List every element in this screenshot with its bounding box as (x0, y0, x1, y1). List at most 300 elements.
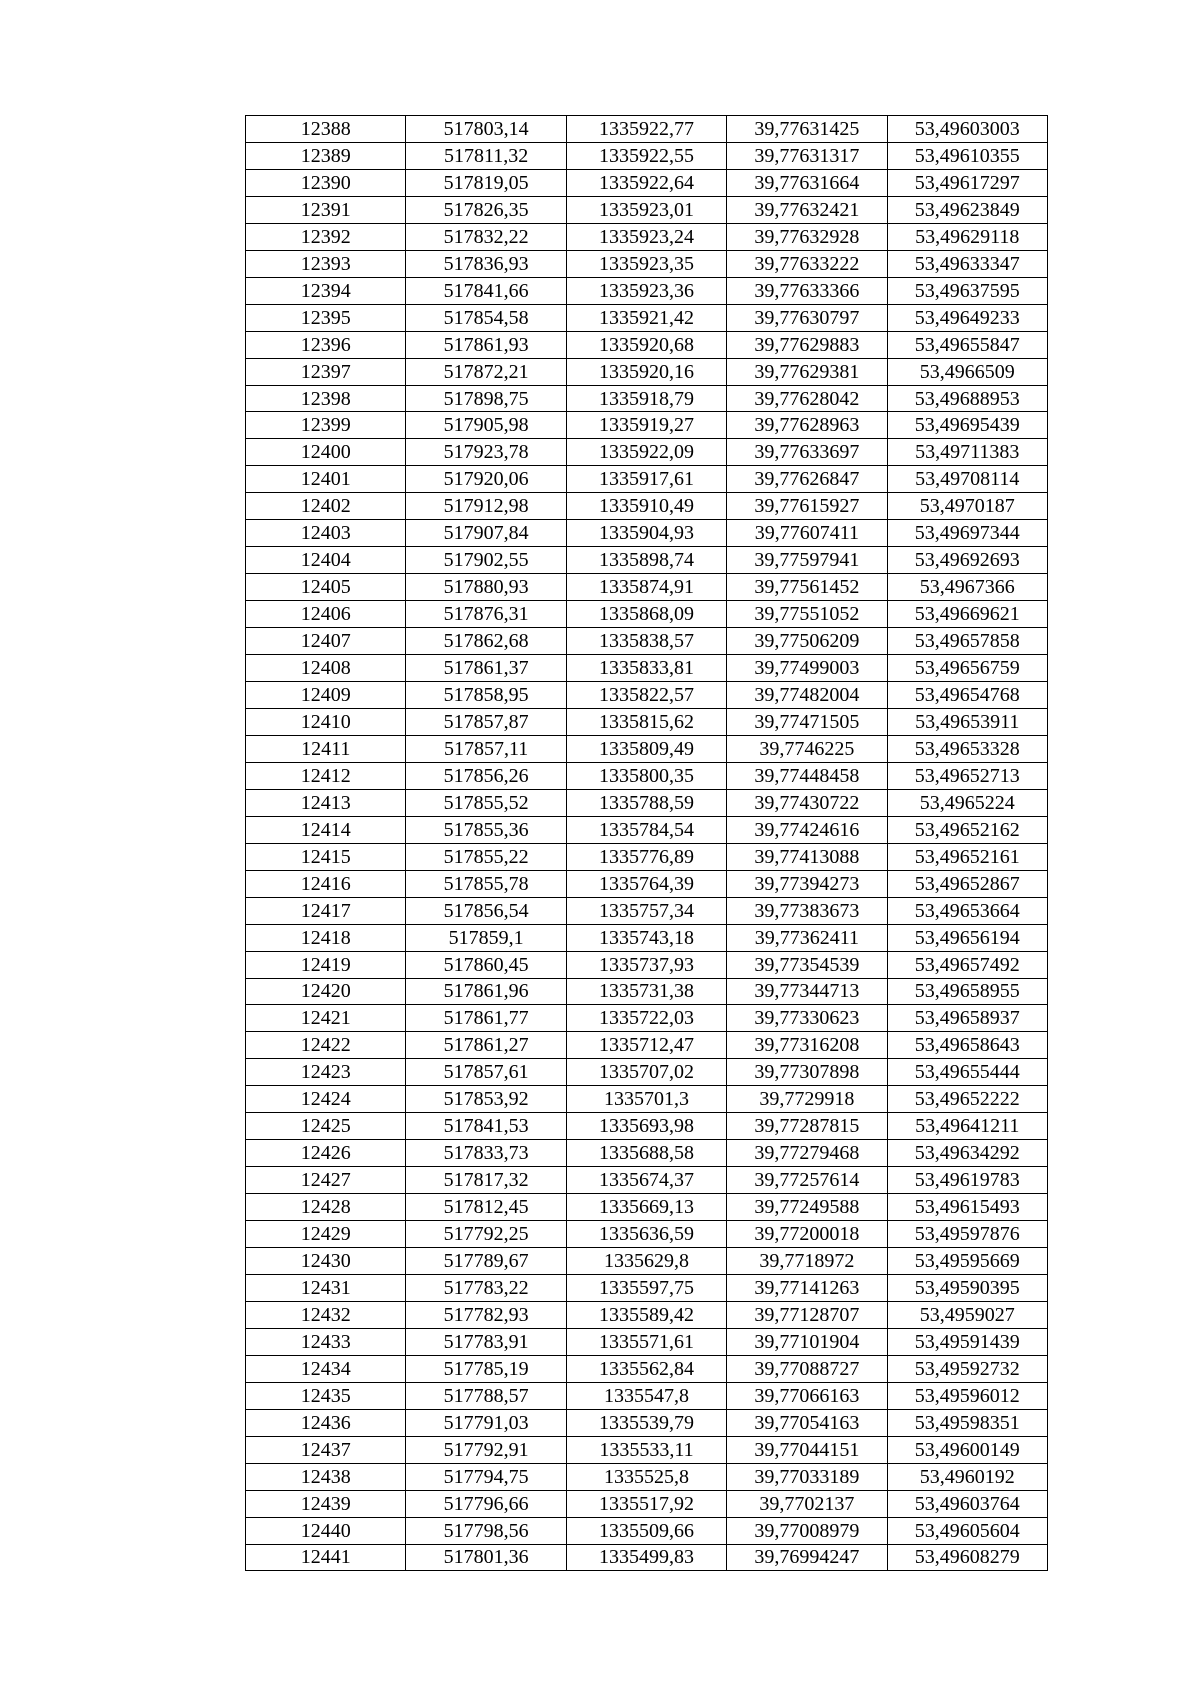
y-coordinate-cell: 1335693,98 (566, 1113, 726, 1140)
latitude-cell: 53,49637595 (887, 277, 1047, 304)
y-coordinate-cell: 1335922,64 (566, 169, 726, 196)
y-coordinate-cell: 1335898,74 (566, 547, 726, 574)
x-coordinate-cell: 517855,22 (406, 843, 566, 870)
y-coordinate-cell: 1335923,24 (566, 223, 726, 250)
point-number-cell: 12395 (246, 304, 406, 331)
point-number-cell: 12405 (246, 574, 406, 601)
x-coordinate-cell: 517801,36 (406, 1544, 566, 1571)
y-coordinate-cell: 1335636,59 (566, 1221, 726, 1248)
latitude-cell: 53,49657492 (887, 951, 1047, 978)
x-coordinate-cell: 517803,14 (406, 116, 566, 143)
latitude-cell: 53,49655847 (887, 331, 1047, 358)
x-coordinate-cell: 517788,57 (406, 1382, 566, 1409)
table-row (246, 762, 1048, 789)
x-coordinate-cell: 517876,31 (406, 601, 566, 628)
coordinates-table-body (246, 116, 1048, 1571)
point-number-cell: 12425 (246, 1113, 406, 1140)
table-row (246, 951, 1048, 978)
point-number-cell: 12406 (246, 601, 406, 628)
table-row (246, 1409, 1048, 1436)
table-row (246, 1140, 1048, 1167)
latitude-cell: 53,4965224 (887, 789, 1047, 816)
y-coordinate-cell: 1335800,35 (566, 762, 726, 789)
x-coordinate-cell: 517857,87 (406, 708, 566, 735)
longitude-cell: 39,77088727 (727, 1355, 887, 1382)
x-coordinate-cell: 517861,93 (406, 331, 566, 358)
longitude-cell: 39,77383673 (727, 897, 887, 924)
longitude-cell: 39,77629381 (727, 358, 887, 385)
table-row (246, 789, 1048, 816)
y-coordinate-cell: 1335822,57 (566, 682, 726, 709)
latitude-cell: 53,49688953 (887, 385, 1047, 412)
point-number-cell: 12429 (246, 1221, 406, 1248)
x-coordinate-cell: 517856,54 (406, 897, 566, 924)
y-coordinate-cell: 1335868,09 (566, 601, 726, 628)
point-number-cell: 12400 (246, 439, 406, 466)
latitude-cell: 53,49603764 (887, 1490, 1047, 1517)
point-number-cell: 12389 (246, 142, 406, 169)
latitude-cell: 53,49633347 (887, 250, 1047, 277)
point-number-cell: 12407 (246, 628, 406, 655)
longitude-cell: 39,77394273 (727, 870, 887, 897)
longitude-cell: 39,77354539 (727, 951, 887, 978)
point-number-cell: 12413 (246, 789, 406, 816)
longitude-cell: 39,77316208 (727, 1032, 887, 1059)
x-coordinate-cell: 517792,25 (406, 1221, 566, 1248)
point-number-cell: 12388 (246, 116, 406, 143)
longitude-cell: 39,77044151 (727, 1436, 887, 1463)
table-row (246, 708, 1048, 735)
x-coordinate-cell: 517912,98 (406, 493, 566, 520)
x-coordinate-cell: 517832,22 (406, 223, 566, 250)
y-coordinate-cell: 1335757,34 (566, 897, 726, 924)
latitude-cell: 53,49591439 (887, 1328, 1047, 1355)
table-row (246, 1274, 1048, 1301)
latitude-cell: 53,49615493 (887, 1194, 1047, 1221)
latitude-cell: 53,49596012 (887, 1382, 1047, 1409)
table-row (246, 358, 1048, 385)
x-coordinate-cell: 517858,95 (406, 682, 566, 709)
x-coordinate-cell: 517841,66 (406, 277, 566, 304)
longitude-cell: 39,77128707 (727, 1301, 887, 1328)
latitude-cell: 53,49658937 (887, 1005, 1047, 1032)
x-coordinate-cell: 517859,1 (406, 924, 566, 951)
latitude-cell: 53,49600149 (887, 1436, 1047, 1463)
table-row (246, 1086, 1048, 1113)
table-row (246, 735, 1048, 762)
latitude-cell: 53,49653328 (887, 735, 1047, 762)
longitude-cell: 39,77413088 (727, 843, 887, 870)
point-number-cell: 12416 (246, 870, 406, 897)
point-number-cell: 12415 (246, 843, 406, 870)
point-number-cell: 12398 (246, 385, 406, 412)
point-number-cell: 12440 (246, 1517, 406, 1544)
x-coordinate-cell: 517907,84 (406, 520, 566, 547)
y-coordinate-cell: 1335917,61 (566, 466, 726, 493)
point-number-cell: 12411 (246, 735, 406, 762)
point-number-cell: 12436 (246, 1409, 406, 1436)
y-coordinate-cell: 1335533,11 (566, 1436, 726, 1463)
y-coordinate-cell: 1335874,91 (566, 574, 726, 601)
point-number-cell: 12408 (246, 655, 406, 682)
point-number-cell: 12427 (246, 1167, 406, 1194)
x-coordinate-cell: 517862,68 (406, 628, 566, 655)
point-number-cell: 12404 (246, 547, 406, 574)
table-row (246, 1517, 1048, 1544)
longitude-cell: 39,7729918 (727, 1086, 887, 1113)
y-coordinate-cell: 1335688,58 (566, 1140, 726, 1167)
point-number-cell: 12402 (246, 493, 406, 520)
x-coordinate-cell: 517798,56 (406, 1517, 566, 1544)
y-coordinate-cell: 1335674,37 (566, 1167, 726, 1194)
longitude-cell: 39,77631425 (727, 116, 887, 143)
point-number-cell: 12439 (246, 1490, 406, 1517)
table-row (246, 331, 1048, 358)
longitude-cell: 39,77628042 (727, 385, 887, 412)
x-coordinate-cell: 517811,32 (406, 142, 566, 169)
y-coordinate-cell: 1335562,84 (566, 1355, 726, 1382)
table-row (246, 816, 1048, 843)
point-number-cell: 12441 (246, 1544, 406, 1571)
longitude-cell: 39,77615927 (727, 493, 887, 520)
longitude-cell: 39,7746225 (727, 735, 887, 762)
x-coordinate-cell: 517923,78 (406, 439, 566, 466)
x-coordinate-cell: 517898,75 (406, 385, 566, 412)
latitude-cell: 53,49652713 (887, 762, 1047, 789)
latitude-cell: 53,49610355 (887, 142, 1047, 169)
longitude-cell: 39,77631664 (727, 169, 887, 196)
latitude-cell: 53,4966509 (887, 358, 1047, 385)
y-coordinate-cell: 1335589,42 (566, 1301, 726, 1328)
table-row (246, 601, 1048, 628)
x-coordinate-cell: 517880,93 (406, 574, 566, 601)
x-coordinate-cell: 517855,36 (406, 816, 566, 843)
longitude-cell: 39,77141263 (727, 1274, 887, 1301)
latitude-cell: 53,49592732 (887, 1355, 1047, 1382)
point-number-cell: 12394 (246, 277, 406, 304)
x-coordinate-cell: 517855,78 (406, 870, 566, 897)
y-coordinate-cell: 1335764,39 (566, 870, 726, 897)
point-number-cell: 12428 (246, 1194, 406, 1221)
y-coordinate-cell: 1335923,36 (566, 277, 726, 304)
point-number-cell: 12390 (246, 169, 406, 196)
y-coordinate-cell: 1335629,8 (566, 1248, 726, 1275)
x-coordinate-cell: 517856,26 (406, 762, 566, 789)
point-number-cell: 12419 (246, 951, 406, 978)
y-coordinate-cell: 1335597,75 (566, 1274, 726, 1301)
latitude-cell: 53,49658955 (887, 978, 1047, 1005)
table-row (246, 1113, 1048, 1140)
longitude-cell: 39,77506209 (727, 628, 887, 655)
y-coordinate-cell: 1335923,01 (566, 196, 726, 223)
x-coordinate-cell: 517860,45 (406, 951, 566, 978)
table-row (246, 1382, 1048, 1409)
table-row (246, 1355, 1048, 1382)
longitude-cell: 39,77631317 (727, 142, 887, 169)
longitude-cell: 39,77200018 (727, 1221, 887, 1248)
x-coordinate-cell: 517792,91 (406, 1436, 566, 1463)
y-coordinate-cell: 1335784,54 (566, 816, 726, 843)
x-coordinate-cell: 517861,96 (406, 978, 566, 1005)
point-number-cell: 12409 (246, 682, 406, 709)
table-row (246, 439, 1048, 466)
longitude-cell: 39,77482004 (727, 682, 887, 709)
point-number-cell: 12430 (246, 1248, 406, 1275)
point-number-cell: 12393 (246, 250, 406, 277)
table-row (246, 385, 1048, 412)
longitude-cell: 39,77633697 (727, 439, 887, 466)
point-number-cell: 12418 (246, 924, 406, 951)
y-coordinate-cell: 1335918,79 (566, 385, 726, 412)
longitude-cell: 39,77307898 (727, 1059, 887, 1086)
x-coordinate-cell: 517902,55 (406, 547, 566, 574)
longitude-cell: 39,76994247 (727, 1544, 887, 1571)
y-coordinate-cell: 1335921,42 (566, 304, 726, 331)
y-coordinate-cell: 1335776,89 (566, 843, 726, 870)
table-row (246, 466, 1048, 493)
table-row (246, 978, 1048, 1005)
point-number-cell: 12431 (246, 1274, 406, 1301)
latitude-cell: 53,49653664 (887, 897, 1047, 924)
longitude-cell: 39,77633222 (727, 250, 887, 277)
table-row (246, 304, 1048, 331)
point-number-cell: 12437 (246, 1436, 406, 1463)
latitude-cell: 53,49654768 (887, 682, 1047, 709)
longitude-cell: 39,77597941 (727, 547, 887, 574)
x-coordinate-cell: 517785,19 (406, 1355, 566, 1382)
point-number-cell: 12417 (246, 897, 406, 924)
x-coordinate-cell: 517819,05 (406, 169, 566, 196)
longitude-cell: 39,77054163 (727, 1409, 887, 1436)
latitude-cell: 53,49652162 (887, 816, 1047, 843)
table-row (246, 547, 1048, 574)
latitude-cell: 53,49655444 (887, 1059, 1047, 1086)
latitude-cell: 53,49697344 (887, 520, 1047, 547)
longitude-cell: 39,7718972 (727, 1248, 887, 1275)
latitude-cell: 53,49597876 (887, 1221, 1047, 1248)
latitude-cell: 53,49617297 (887, 169, 1047, 196)
table-row (246, 223, 1048, 250)
longitude-cell: 39,77499003 (727, 655, 887, 682)
x-coordinate-cell: 517854,58 (406, 304, 566, 331)
x-coordinate-cell: 517812,45 (406, 1194, 566, 1221)
longitude-cell: 39,7702137 (727, 1490, 887, 1517)
y-coordinate-cell: 1335809,49 (566, 735, 726, 762)
x-coordinate-cell: 517920,06 (406, 466, 566, 493)
longitude-cell: 39,77430722 (727, 789, 887, 816)
longitude-cell: 39,77607411 (727, 520, 887, 547)
x-coordinate-cell: 517857,61 (406, 1059, 566, 1086)
point-number-cell: 12420 (246, 978, 406, 1005)
latitude-cell: 53,49608279 (887, 1544, 1047, 1571)
y-coordinate-cell: 1335669,13 (566, 1194, 726, 1221)
y-coordinate-cell: 1335922,77 (566, 116, 726, 143)
table-row (246, 870, 1048, 897)
latitude-cell: 53,49598351 (887, 1409, 1047, 1436)
y-coordinate-cell: 1335722,03 (566, 1005, 726, 1032)
latitude-cell: 53,49595669 (887, 1248, 1047, 1275)
x-coordinate-cell: 517855,52 (406, 789, 566, 816)
table-row (246, 574, 1048, 601)
longitude-cell: 39,77632928 (727, 223, 887, 250)
table-row (246, 250, 1048, 277)
point-number-cell: 12391 (246, 196, 406, 223)
latitude-cell: 53,4970187 (887, 493, 1047, 520)
table-row (246, 1167, 1048, 1194)
y-coordinate-cell: 1335923,35 (566, 250, 726, 277)
x-coordinate-cell: 517853,92 (406, 1086, 566, 1113)
latitude-cell: 53,49656194 (887, 924, 1047, 951)
latitude-cell: 53,4959027 (887, 1301, 1047, 1328)
y-coordinate-cell: 1335571,61 (566, 1328, 726, 1355)
y-coordinate-cell: 1335788,59 (566, 789, 726, 816)
latitude-cell: 53,49669621 (887, 601, 1047, 628)
longitude-cell: 39,77330623 (727, 1005, 887, 1032)
coordinates-table (245, 115, 1048, 1571)
x-coordinate-cell: 517833,73 (406, 1140, 566, 1167)
table-row (246, 1328, 1048, 1355)
table-row (246, 1544, 1048, 1571)
longitude-cell: 39,77628963 (727, 412, 887, 439)
table-row (246, 520, 1048, 547)
point-number-cell: 12410 (246, 708, 406, 735)
longitude-cell: 39,77561452 (727, 574, 887, 601)
x-coordinate-cell: 517872,21 (406, 358, 566, 385)
x-coordinate-cell: 517782,93 (406, 1301, 566, 1328)
latitude-cell: 53,49695439 (887, 412, 1047, 439)
y-coordinate-cell: 1335701,3 (566, 1086, 726, 1113)
longitude-cell: 39,77101904 (727, 1328, 887, 1355)
longitude-cell: 39,77279468 (727, 1140, 887, 1167)
point-number-cell: 12421 (246, 1005, 406, 1032)
latitude-cell: 53,49658643 (887, 1032, 1047, 1059)
y-coordinate-cell: 1335815,62 (566, 708, 726, 735)
latitude-cell: 53,49623849 (887, 196, 1047, 223)
longitude-cell: 39,77424616 (727, 816, 887, 843)
latitude-cell: 53,49711383 (887, 439, 1047, 466)
latitude-cell: 53,49605604 (887, 1517, 1047, 1544)
table-row (246, 116, 1048, 143)
latitude-cell: 53,49656759 (887, 655, 1047, 682)
point-number-cell: 12432 (246, 1301, 406, 1328)
latitude-cell: 53,49652161 (887, 843, 1047, 870)
point-number-cell: 12426 (246, 1140, 406, 1167)
latitude-cell: 53,49708114 (887, 466, 1047, 493)
longitude-cell: 39,77362411 (727, 924, 887, 951)
latitude-cell: 53,49634292 (887, 1140, 1047, 1167)
point-number-cell: 12423 (246, 1059, 406, 1086)
y-coordinate-cell: 1335920,16 (566, 358, 726, 385)
y-coordinate-cell: 1335922,55 (566, 142, 726, 169)
point-number-cell: 12435 (246, 1382, 406, 1409)
longitude-cell: 39,77257614 (727, 1167, 887, 1194)
x-coordinate-cell: 517826,35 (406, 196, 566, 223)
longitude-cell: 39,77033189 (727, 1463, 887, 1490)
longitude-cell: 39,77626847 (727, 466, 887, 493)
table-row (246, 493, 1048, 520)
y-coordinate-cell: 1335833,81 (566, 655, 726, 682)
y-coordinate-cell: 1335919,27 (566, 412, 726, 439)
y-coordinate-cell: 1335737,93 (566, 951, 726, 978)
table-row (246, 169, 1048, 196)
table-row (246, 1032, 1048, 1059)
table-row (246, 142, 1048, 169)
x-coordinate-cell: 517841,53 (406, 1113, 566, 1140)
x-coordinate-cell: 517789,67 (406, 1248, 566, 1275)
x-coordinate-cell: 517861,27 (406, 1032, 566, 1059)
longitude-cell: 39,77633366 (727, 277, 887, 304)
point-number-cell: 12414 (246, 816, 406, 843)
y-coordinate-cell: 1335707,02 (566, 1059, 726, 1086)
y-coordinate-cell: 1335712,47 (566, 1032, 726, 1059)
latitude-cell: 53,49653911 (887, 708, 1047, 735)
y-coordinate-cell: 1335731,38 (566, 978, 726, 1005)
table-row (246, 1005, 1048, 1032)
y-coordinate-cell: 1335509,66 (566, 1517, 726, 1544)
longitude-cell: 39,77632421 (727, 196, 887, 223)
longitude-cell: 39,77471505 (727, 708, 887, 735)
table-row (246, 412, 1048, 439)
point-number-cell: 12392 (246, 223, 406, 250)
table-row (246, 682, 1048, 709)
x-coordinate-cell: 517861,77 (406, 1005, 566, 1032)
table-row (246, 1248, 1048, 1275)
table-row (246, 924, 1048, 951)
x-coordinate-cell: 517857,11 (406, 735, 566, 762)
point-number-cell: 12401 (246, 466, 406, 493)
longitude-cell: 39,77066163 (727, 1382, 887, 1409)
table-row (246, 196, 1048, 223)
longitude-cell: 39,77249588 (727, 1194, 887, 1221)
table-row (246, 655, 1048, 682)
table-row (246, 277, 1048, 304)
y-coordinate-cell: 1335547,8 (566, 1382, 726, 1409)
table-row (246, 897, 1048, 924)
table-row (246, 1301, 1048, 1328)
latitude-cell: 53,49619783 (887, 1167, 1047, 1194)
table-row (246, 1059, 1048, 1086)
point-number-cell: 12433 (246, 1328, 406, 1355)
y-coordinate-cell: 1335539,79 (566, 1409, 726, 1436)
table-row (246, 628, 1048, 655)
latitude-cell: 53,49692693 (887, 547, 1047, 574)
y-coordinate-cell: 1335517,92 (566, 1490, 726, 1517)
table-row (246, 1221, 1048, 1248)
y-coordinate-cell: 1335499,83 (566, 1544, 726, 1571)
point-number-cell: 12399 (246, 412, 406, 439)
x-coordinate-cell: 517794,75 (406, 1463, 566, 1490)
longitude-cell: 39,77344713 (727, 978, 887, 1005)
table-row (246, 1436, 1048, 1463)
latitude-cell: 53,4960192 (887, 1463, 1047, 1490)
y-coordinate-cell: 1335743,18 (566, 924, 726, 951)
longitude-cell: 39,77629883 (727, 331, 887, 358)
latitude-cell: 53,49652222 (887, 1086, 1047, 1113)
point-number-cell: 12424 (246, 1086, 406, 1113)
x-coordinate-cell: 517905,98 (406, 412, 566, 439)
point-number-cell: 12434 (246, 1355, 406, 1382)
longitude-cell: 39,77448458 (727, 762, 887, 789)
longitude-cell: 39,77630797 (727, 304, 887, 331)
point-number-cell: 12403 (246, 520, 406, 547)
longitude-cell: 39,77551052 (727, 601, 887, 628)
point-number-cell: 12438 (246, 1463, 406, 1490)
y-coordinate-cell: 1335904,93 (566, 520, 726, 547)
point-number-cell: 12412 (246, 762, 406, 789)
table-row (246, 1490, 1048, 1517)
y-coordinate-cell: 1335910,49 (566, 493, 726, 520)
longitude-cell: 39,77287815 (727, 1113, 887, 1140)
